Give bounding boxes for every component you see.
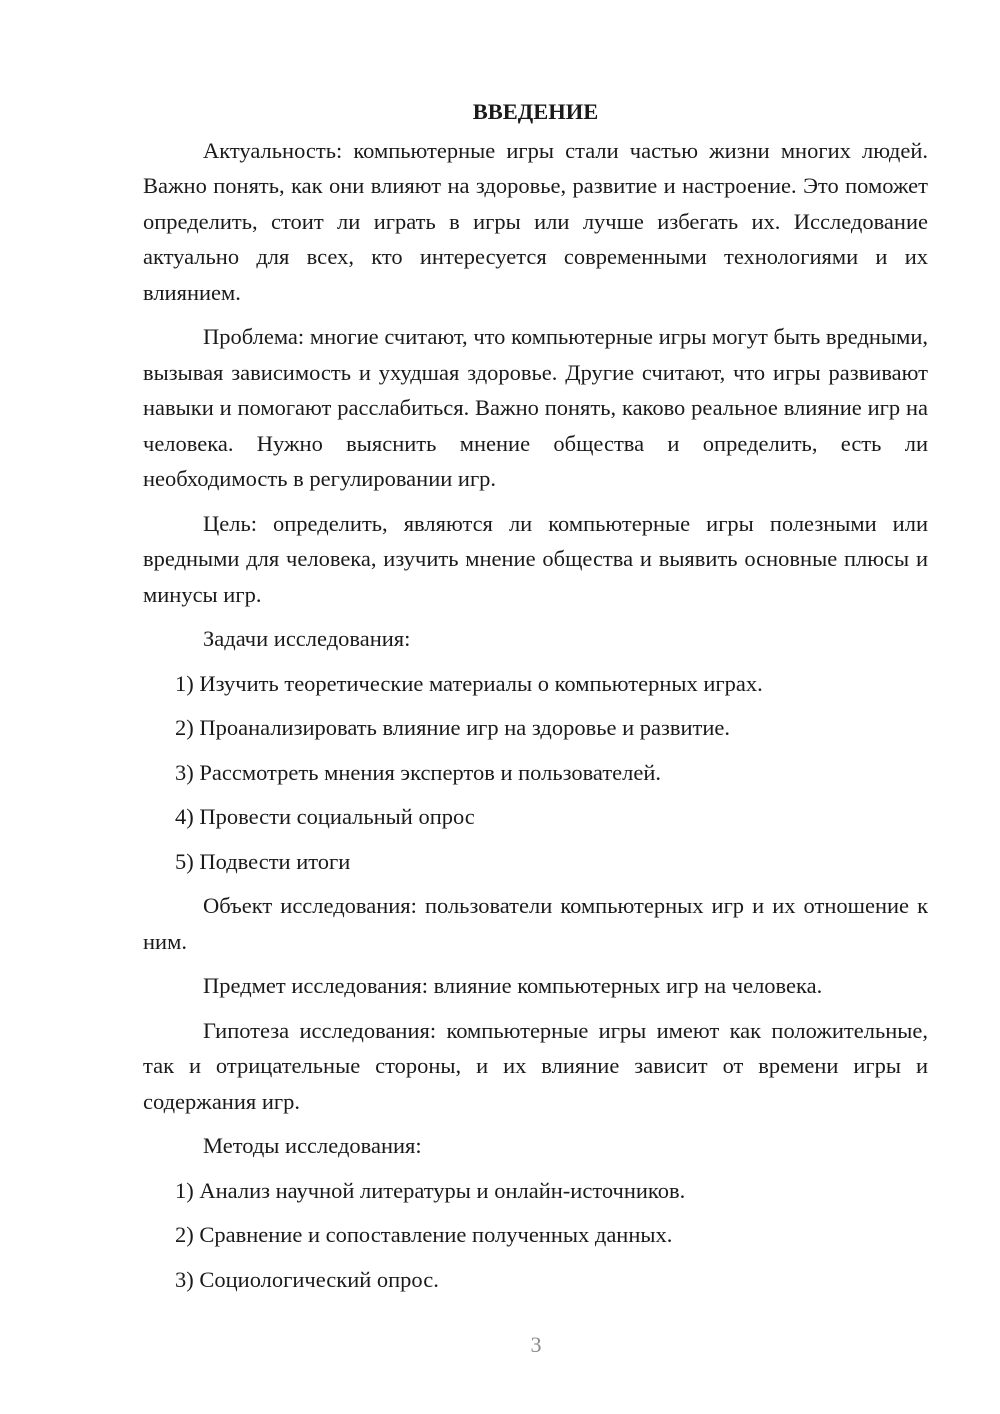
hypothesis-paragraph: Гипотеза исследования: компьютерные игры имеют как положительные, так и отрицательные стороны, и их влияние зависит от времени игры и содержания игр.	[143, 1017, 928, 1114]
goal-paragraph: Цель: определить, являются ли компьютерные игры полезными или вредными для человека, изучить мнение общества и выявить основные плюсы и минусы игр.	[143, 510, 928, 607]
subject-paragraph: Предмет исследования: влияние компьютерных игр на человека.	[203, 973, 823, 998]
page-number: 3	[530, 1332, 542, 1357]
relevance-paragraph: Актуальность: компьютерные игры стали частью жизни многих людей. Важно понять, как они влияют на здоровье, развитие и настроение. Это поможет определить, стоит ли играть в игры или лучше избегать их. Исследование актуально для всех, кто интересуется современными технологиями и их влиянием.	[143, 137, 928, 305]
task-item: 2) Проанализировать влияние игр на здоровье и развитие.	[175, 715, 731, 740]
document-page	[143, 94, 928, 1297]
task-item: 4) Провести социальный опрос	[175, 804, 475, 829]
task-item: 3) Рассмотреть мнения экспертов и пользователей.	[175, 759, 662, 785]
tasks-title: Задачи исследования:	[203, 626, 411, 651]
method-item: 1) Анализ научной литературы и онлайн-источников.	[175, 1177, 686, 1203]
method-item: 3) Социологический опрос.	[175, 1266, 439, 1292]
methods-title: Методы исследования:	[203, 1133, 422, 1158]
problem-paragraph: Проблема: многие считают, что компьютерные игры могут быть вредными, вызывая зависимость и ухудшая здоровье. Другие считают, что игры развивают навыки и помогают расслабиться. Важно понять, каково реальное влияние игр на человека. Нужно выяснить мнение общества и определить, есть ли необходимость в регулировании игр.	[143, 324, 928, 491]
method-item: 2) Сравнение и сопоставление полученных данных.	[175, 1222, 673, 1247]
section-heading: ВВЕДЕНИЕ	[472, 99, 599, 124]
object-paragraph: Объект исследования: пользователи компьютерных игр и их отношение к ним.	[143, 893, 928, 954]
task-item: 5) Подвести итоги	[175, 848, 351, 874]
task-item: 1) Изучить теоретические материалы о компьютерных играх.	[175, 670, 763, 696]
